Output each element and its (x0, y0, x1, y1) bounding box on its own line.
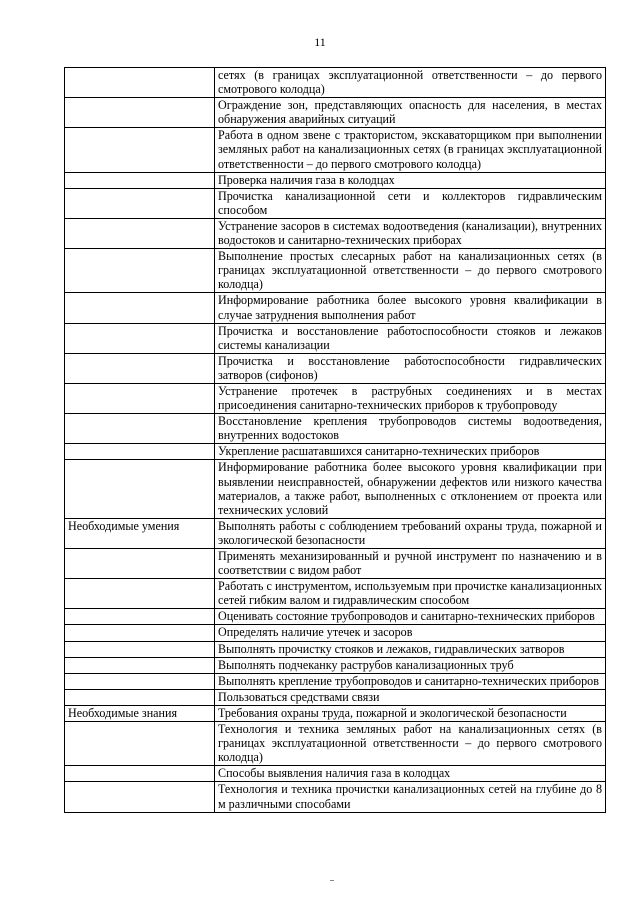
table-cell-item: Выполнять крепление трубопроводов и санитарно-технических приборов (215, 673, 606, 689)
table-row (65, 641, 606, 657)
table-cell-item: Выполнение простых слесарных работ на канализационных сетях (в границах эксплуатационной ответственности – до первого смотрового колодца) (215, 249, 606, 293)
table-cell-item: Применять механизированный и ручной инструмент по назначению и в соответствии с видом работ (215, 549, 606, 579)
table-row (65, 128, 606, 172)
group-label (65, 657, 215, 673)
group-label: Необходимые умения (65, 518, 215, 548)
group-label (65, 293, 215, 323)
group-label (65, 414, 215, 444)
table-cell-item: Работать с инструментом, используемым при прочистке канализационных сетей гибким валом и гидравлическим способом (215, 579, 606, 609)
group-label (65, 323, 215, 353)
table-row (65, 68, 606, 98)
group-label (65, 782, 215, 812)
table-row (65, 414, 606, 444)
table-row (65, 293, 606, 323)
group-label (65, 188, 215, 218)
table-row (65, 722, 606, 766)
group-label (65, 128, 215, 172)
table-cell-item: Выполнять работы с соблюдением требований охраны труда, пожарной и экологической безопасности (215, 518, 606, 548)
table-cell-item: Укрепление расшатавшихся санитарно-технических приборов (215, 444, 606, 460)
table-cell-item: Ограждение зон, представляющих опасность для населения, в местах обнаружения аварийных ситуаций (215, 98, 606, 128)
group-label (65, 460, 215, 518)
table-row (65, 98, 606, 128)
table-row (65, 383, 606, 413)
group-label (65, 549, 215, 579)
group-label (65, 722, 215, 766)
table-cell-item: Пользоваться средствами связи (215, 689, 606, 705)
table-row (65, 188, 606, 218)
table-cell-item: Технология и техника земляных работ на канализационных сетях (в границах эксплуатационной ответственности – до первого смотрового колодца) (215, 722, 606, 766)
table-cell-item: Прочистка канализационной сети и коллекторов гидравлическим способом (215, 188, 606, 218)
table-cell-item: Определять наличие утечек и засоров (215, 625, 606, 641)
table-row (65, 657, 606, 673)
table-row (65, 782, 606, 812)
table-row (65, 549, 606, 579)
group-label (65, 383, 215, 413)
table-cell-item: Информирование работника более высокого уровня квалификации в случае затруднения выполнения работ (215, 293, 606, 323)
group-label (65, 625, 215, 641)
table-cell-item: Требования охраны труда, пожарной и экологической безопасности (215, 705, 606, 721)
group-label (65, 249, 215, 293)
group-label: Необходимые знания (65, 705, 215, 721)
table-cell-item: Прочистка и восстановление работоспособности гидравлических затворов (сифонов) (215, 353, 606, 383)
table-row (65, 766, 606, 782)
table-row (65, 625, 606, 641)
group-label (65, 444, 215, 460)
group-label (65, 609, 215, 625)
group-label (65, 673, 215, 689)
table-cell-item: Технология и техника прочистки канализационных сетей на глубине до 8 м различными способами (215, 782, 606, 812)
table-cell-item: Работа в одном звене с трактористом, экскаваторщиком при выполнении земляных работ на канализационных сетях (в границах эксплуатационной ответственности – до первого смотрового колодца) (215, 128, 606, 172)
table-cell-item: Проверка наличия газа в колодцах (215, 172, 606, 188)
group-label (65, 172, 215, 188)
table-row (65, 518, 606, 548)
table-cell-item: Выполнять подчеканку раструбов канализационных труб (215, 657, 606, 673)
table-row (65, 673, 606, 689)
labor-functions-table (64, 67, 606, 813)
group-label (65, 766, 215, 782)
table-cell-item: Устранение засоров в системах водоотведения (канализации), внутренних водостоков и санитарно-технических приборах (215, 218, 606, 248)
group-label (65, 353, 215, 383)
table-row (65, 249, 606, 293)
table-row (65, 689, 606, 705)
table-cell-item: Оценивать состояние трубопроводов и санитарно-технических приборов (215, 609, 606, 625)
table-row (65, 705, 606, 721)
table-cell-item: Способы выявления наличия газа в колодцах (215, 766, 606, 782)
table-cell-item: Информирование работника более высокого уровня квалификации при выявлении неисправностей, обнаружении дефектов или низкого качества материалов, а также работ, выполненных с отклонением от проекта или технических условий (215, 460, 606, 518)
table-row (65, 460, 606, 518)
table-row (65, 444, 606, 460)
table-cell-item: Выполнять прочистку стояков и лежаков, гидравлических затворов (215, 641, 606, 657)
table-row (65, 353, 606, 383)
table-row (65, 218, 606, 248)
table-cell-item: Устранение протечек в раструбных соединениях и в местах присоединения санитарно-технических приборов к трубопроводу (215, 383, 606, 413)
table-row (65, 579, 606, 609)
group-label (65, 98, 215, 128)
table-cell-item: сетях (в границах эксплуатационной ответственности – до первого смотрового колодца) (215, 68, 606, 98)
table-cell-item: Прочистка и восстановление работоспособности стояков и лежаков системы канализации (215, 323, 606, 353)
page-number: 11 (314, 35, 326, 49)
group-label (65, 68, 215, 98)
group-label (65, 579, 215, 609)
table-row (65, 323, 606, 353)
table-cell-item: Восстановление крепления трубопроводов системы водоотведения, внутренних водостоков (215, 414, 606, 444)
table-row (65, 172, 606, 188)
group-label (65, 218, 215, 248)
group-label (65, 689, 215, 705)
scan-mark (330, 880, 334, 881)
table-row (65, 609, 606, 625)
group-label (65, 641, 215, 657)
